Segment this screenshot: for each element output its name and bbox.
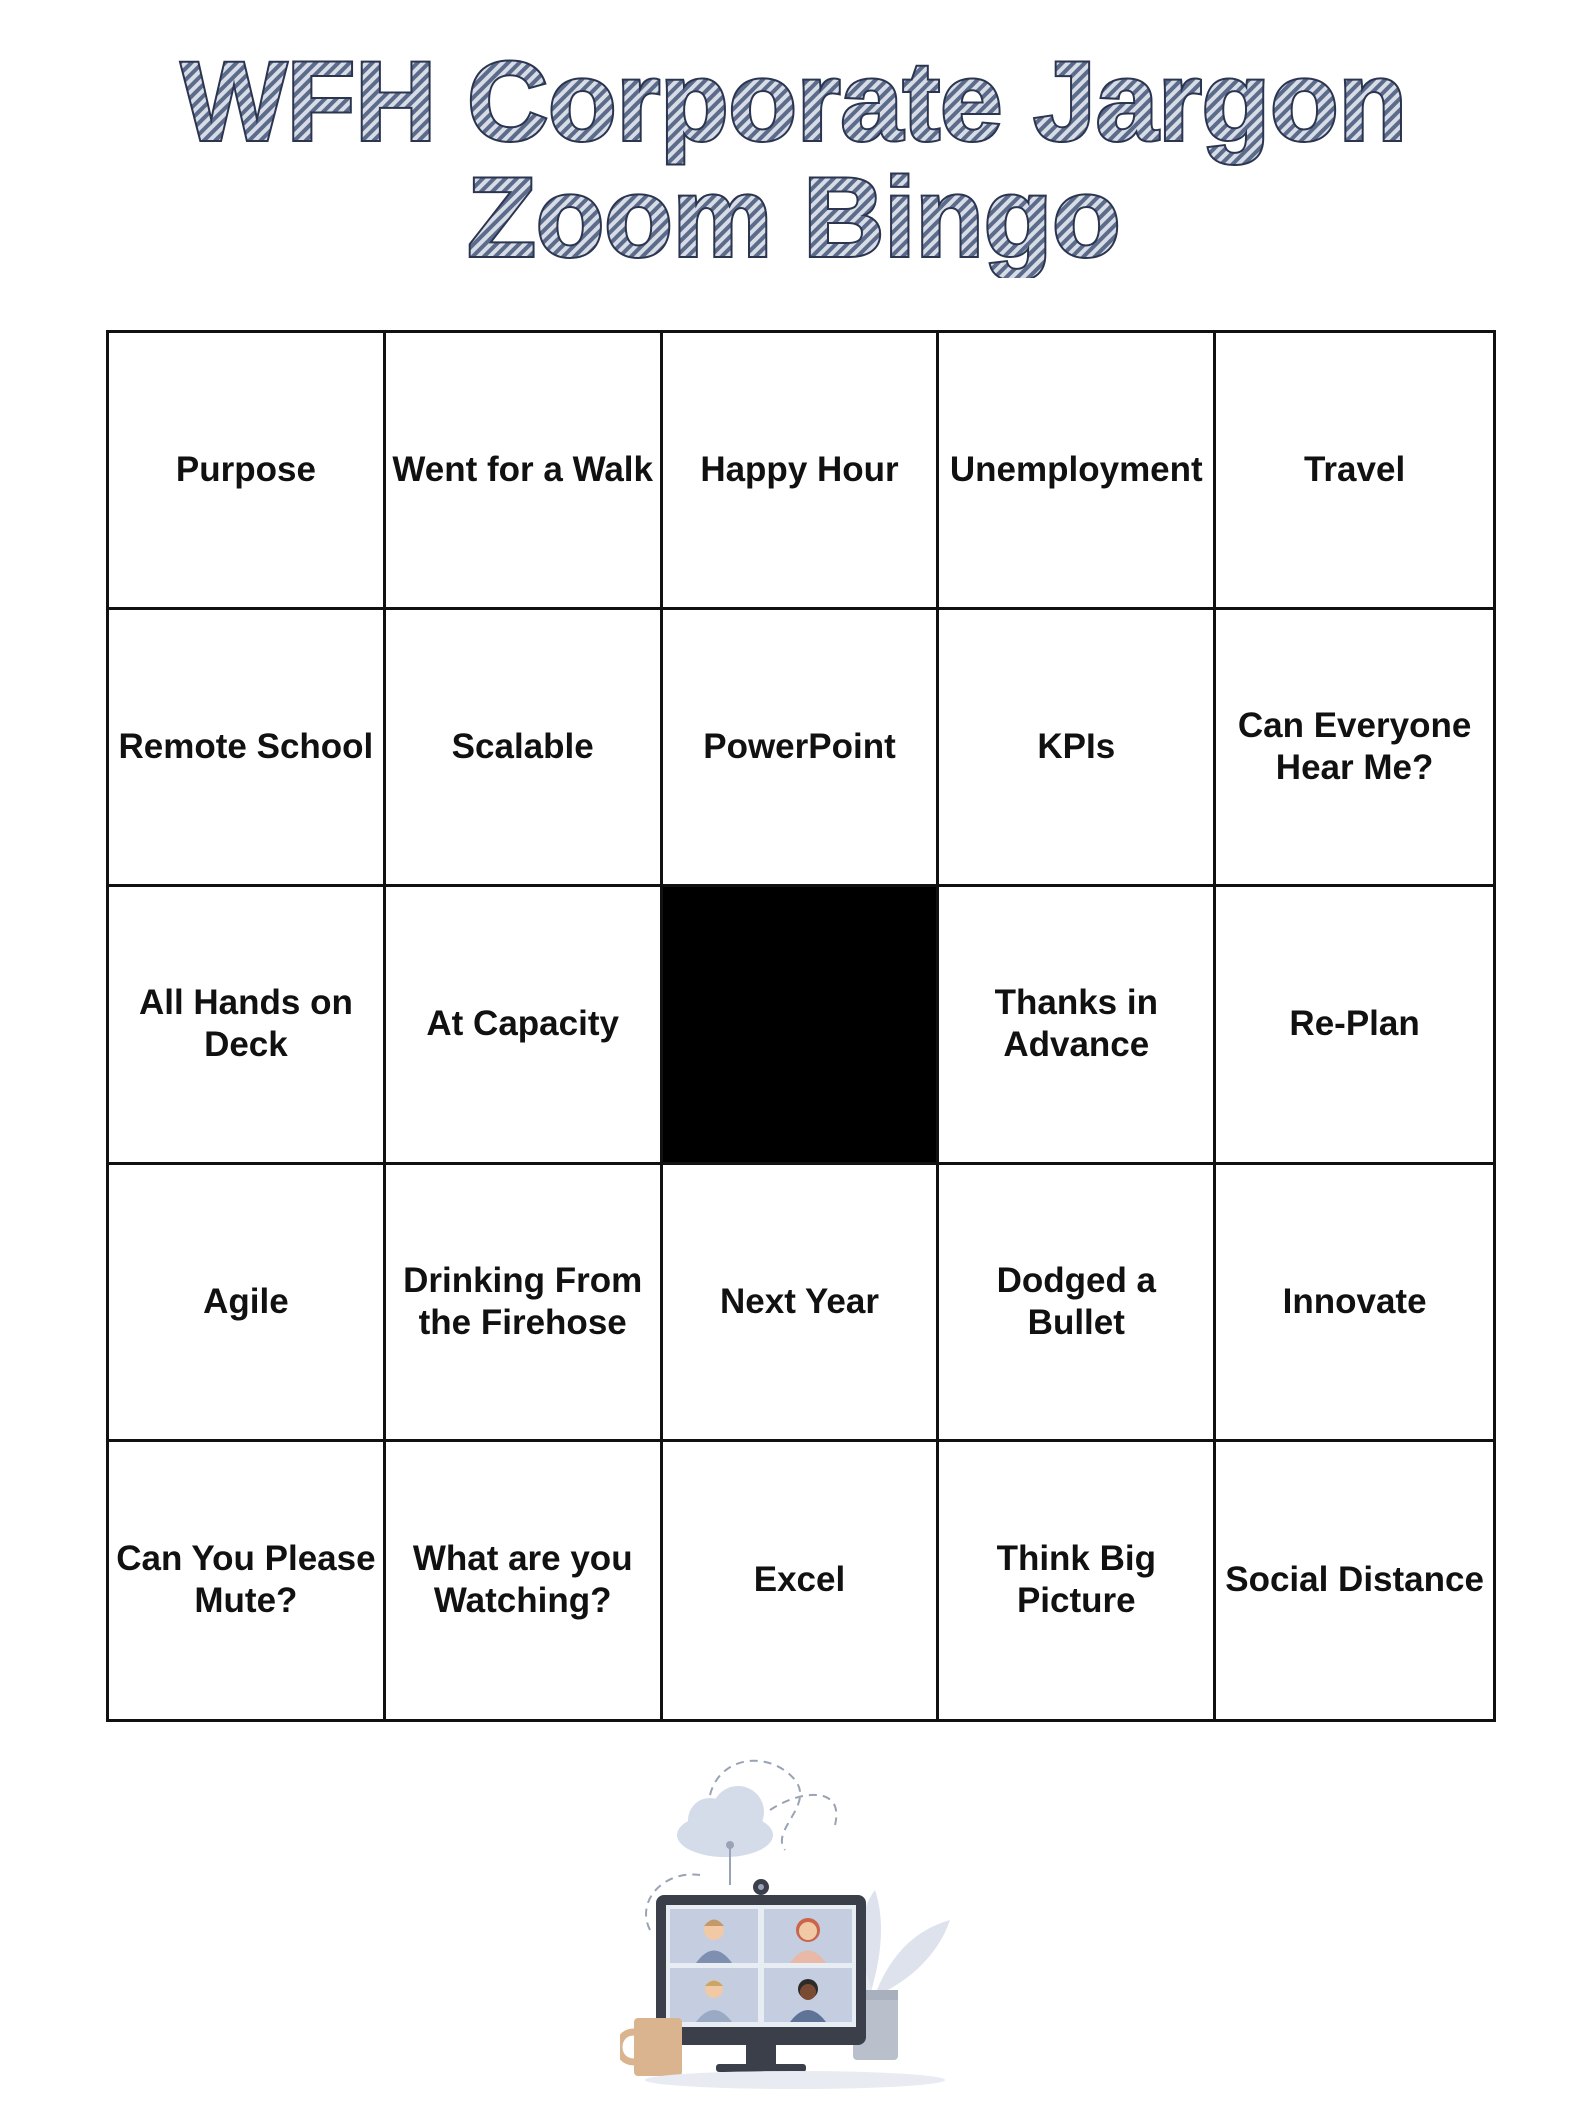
bingo-board (106, 330, 1496, 1722)
video-call-icon (620, 1750, 980, 2095)
bingo-cell[interactable]: Unemployment (939, 333, 1216, 610)
bingo-cell[interactable]: Re-Plan (1216, 887, 1493, 1164)
bingo-cell[interactable]: Next Year (663, 1165, 940, 1442)
cloud-icon (677, 1786, 773, 1885)
bingo-cell[interactable]: Happy Hour (663, 333, 940, 610)
bingo-cell[interactable]: Can Everyone Hear Me? (1216, 610, 1493, 887)
bingo-cell[interactable]: Think Big Picture (939, 1442, 1216, 1719)
free-space-cell (663, 887, 940, 1164)
bingo-cell[interactable]: Scalable (386, 610, 663, 887)
mug-icon (620, 2018, 682, 2076)
bingo-cell[interactable]: Dodged a Bullet (939, 1165, 1216, 1442)
bingo-cell[interactable]: What are you Watching? (386, 1442, 663, 1719)
bingo-cell[interactable]: Drinking From the Firehose (386, 1165, 663, 1442)
bingo-cell[interactable]: Travel (1216, 333, 1493, 610)
bingo-cell[interactable]: Social Distance (1225, 1560, 1484, 1600)
video-call-illustration (620, 1750, 980, 2095)
bingo-cell[interactable]: Went for a Walk (386, 333, 663, 610)
bingo-cell[interactable]: At Capacity (386, 887, 663, 1164)
bingo-cell[interactable]: Thanks in Advance (939, 887, 1216, 1164)
bingo-cell[interactable]: KPIs (939, 610, 1216, 887)
bingo-cell[interactable]: PowerPoint (663, 610, 940, 887)
title-line-2: Zoom Bingo (467, 155, 1121, 278)
title-line-1: WFH Corporate Jargon (181, 39, 1407, 164)
bingo-cell[interactable]: Agile (109, 1165, 386, 1442)
bingo-cell[interactable]: Purpose (109, 333, 386, 610)
bingo-cell[interactable]: Innovate (1216, 1165, 1493, 1442)
monitor-icon (656, 1879, 866, 2072)
bingo-cell[interactable]: Excel (663, 1442, 940, 1719)
bingo-cell[interactable]: Can You Please Mute? (109, 1442, 386, 1719)
title-graphic (144, 28, 1444, 278)
bingo-cell[interactable]: All Hands on Deck (109, 887, 386, 1164)
page-title (0, 28, 1588, 278)
bingo-cell[interactable]: Remote School (109, 610, 386, 887)
